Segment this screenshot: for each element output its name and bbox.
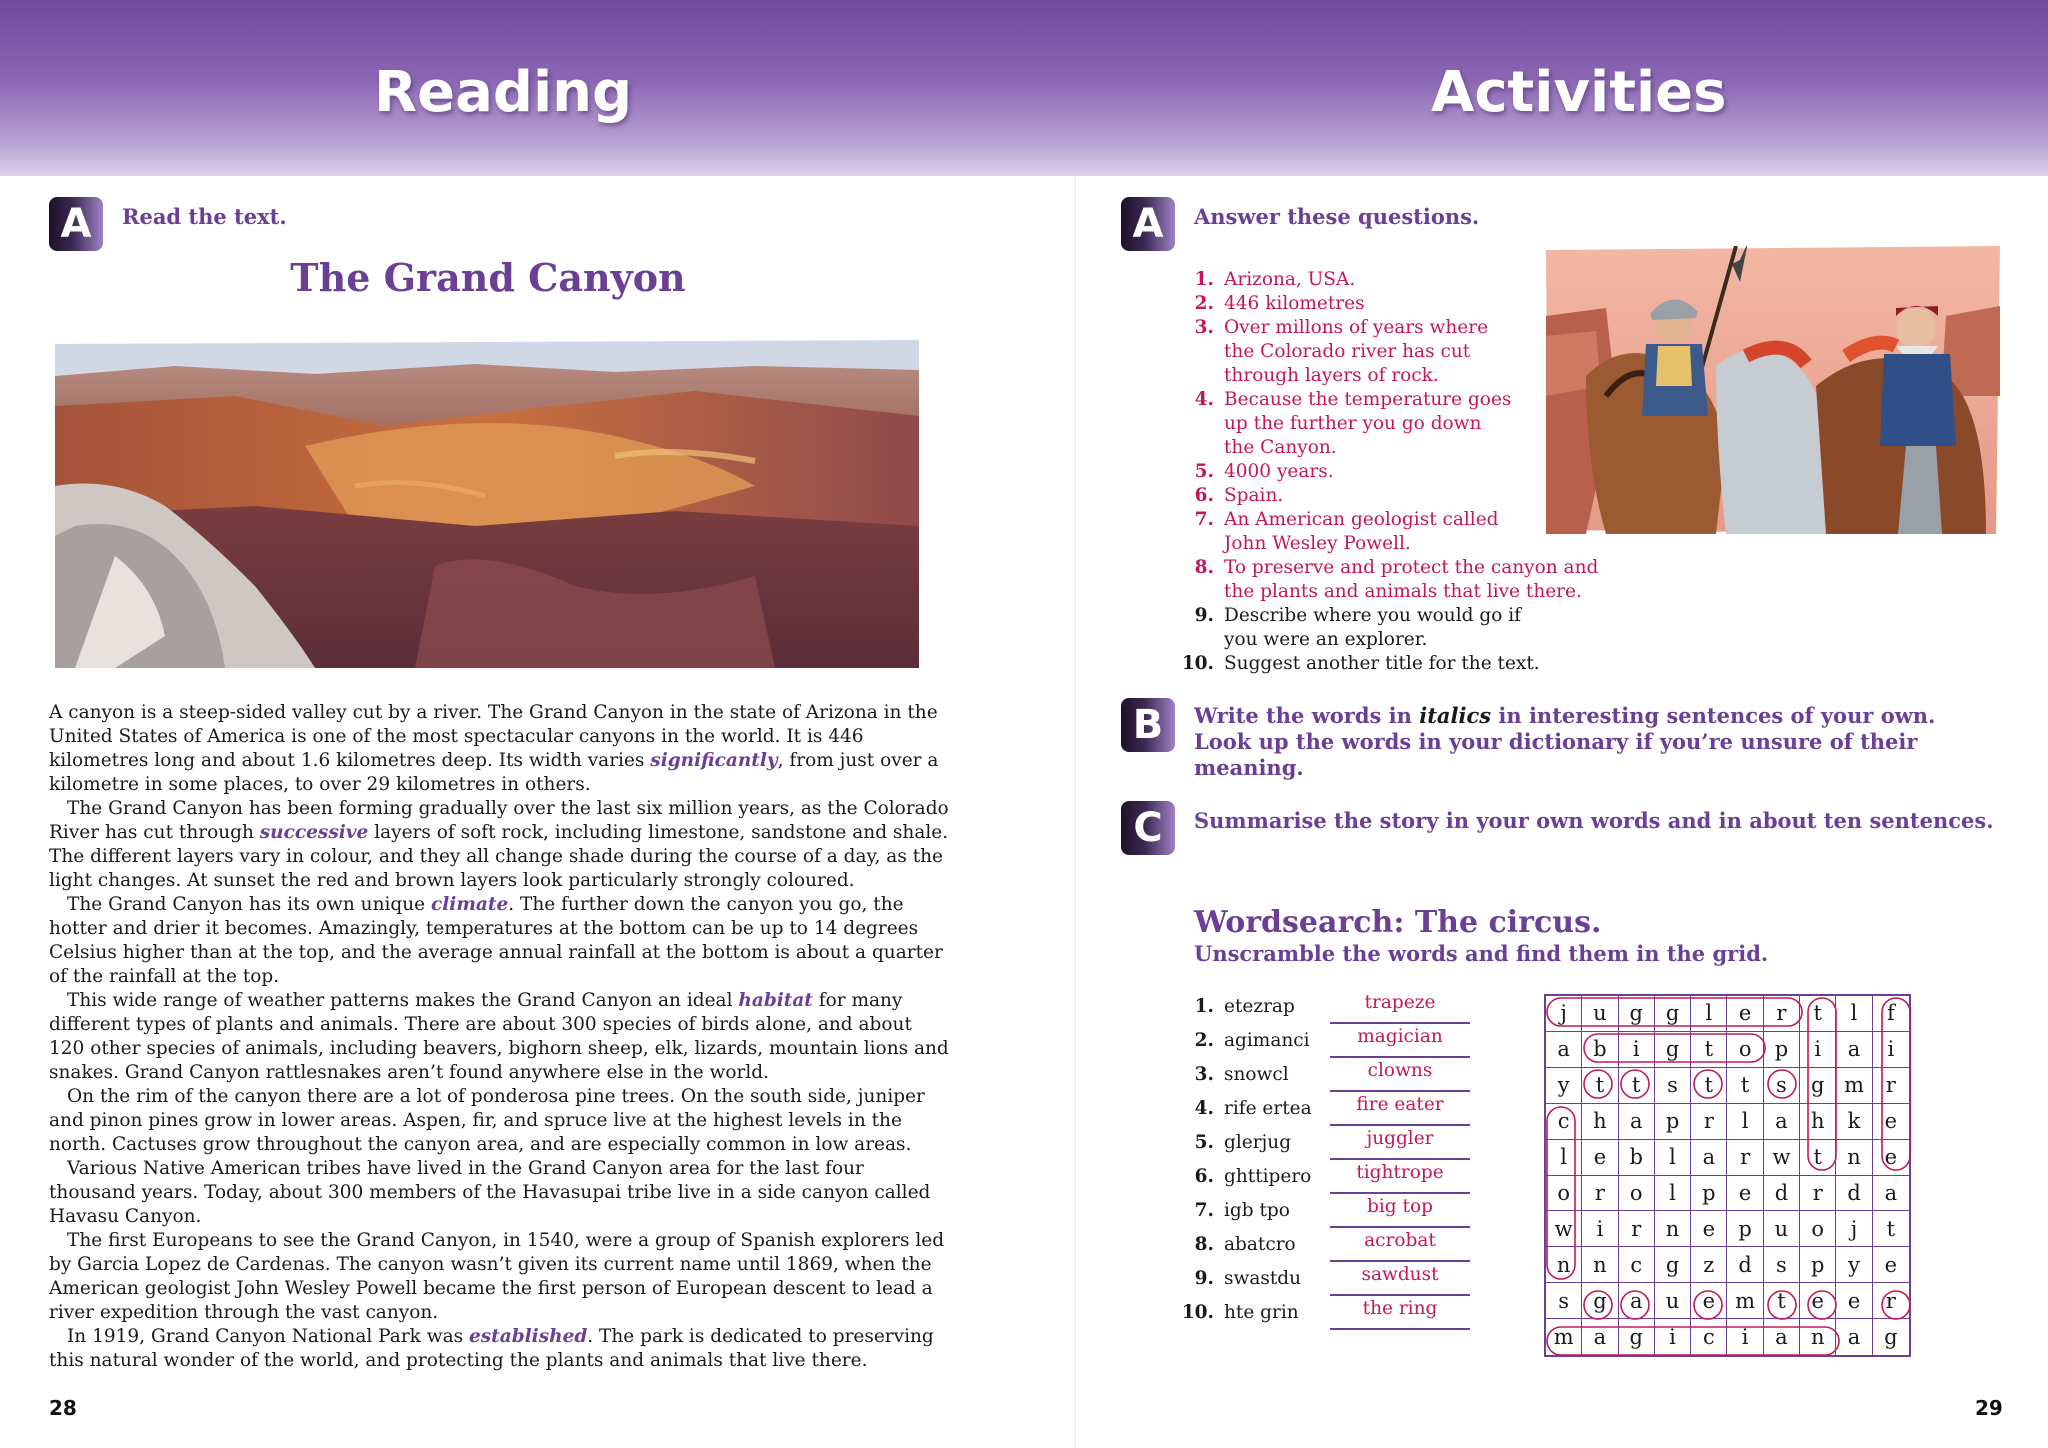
grid-letter[interactable]: e xyxy=(1800,1283,1836,1319)
grid-letter[interactable]: l xyxy=(1546,1140,1582,1176)
grid-letter[interactable]: b xyxy=(1582,1032,1618,1068)
activity-c-instruction: Summarise the story in your own words and in about ten sentences. xyxy=(1194,808,1994,833)
grid-letter[interactable]: n xyxy=(1836,1140,1872,1176)
answer-line[interactable]: acrobat xyxy=(1330,1228,1470,1262)
scrambled-word: 7. igb tpo xyxy=(1194,1200,1290,1221)
grid-letter[interactable]: w xyxy=(1546,1211,1582,1247)
grid-letter[interactable]: p xyxy=(1655,1104,1691,1140)
grid-letter[interactable]: c xyxy=(1691,1319,1727,1355)
grid-letter[interactable]: i xyxy=(1727,1319,1763,1355)
grid-letter[interactable]: t xyxy=(1727,1068,1763,1104)
grid-letter[interactable]: a xyxy=(1619,1104,1655,1140)
grand-canyon-photo xyxy=(55,336,919,668)
grid-letter[interactable]: i xyxy=(1619,1032,1655,1068)
wordsearch-answer-column xyxy=(1330,990,1470,1330)
question-item: 9. Describe where you would go if you were an explorer. xyxy=(1194,605,1521,650)
activity-b-badge: B xyxy=(1121,698,1175,752)
grid-letter[interactable]: m xyxy=(1546,1319,1582,1355)
grid-letter[interactable]: r xyxy=(1873,1283,1909,1319)
answer-line[interactable]: magician xyxy=(1330,1024,1470,1058)
scrambled-word: 6. ghttipero xyxy=(1194,1166,1312,1187)
answer-item: 8. To preserve and protect the canyon and the plants and animals that live there. xyxy=(1194,557,1599,602)
page-number-right: 29 xyxy=(1975,1396,2003,1420)
answer-item: 2. 446 kilometres xyxy=(1194,293,1365,314)
activity-a-badge: A xyxy=(1121,197,1175,251)
story-paragraph: This wide range of weather patterns makes the Grand Canyon an ideal habitat for many different types of plants and animals. There are about 300 species of birds alone, and about 120 other species of animals, including beavers, bighorn sheep, elk, lizards, mountain lions and snakes. Grand Canyon rattlesnakes aren’t found anywhere else in the world. xyxy=(49,990,949,1083)
grid-letter[interactable]: j xyxy=(1836,1211,1872,1247)
vocabulary-word: significantly xyxy=(650,750,778,771)
reading-instruction: Read the text. xyxy=(122,204,287,229)
grid-letter[interactable]: a xyxy=(1546,1032,1582,1068)
grid-letter[interactable]: s xyxy=(1764,1068,1800,1104)
grid-letter[interactable]: t xyxy=(1691,1032,1727,1068)
grid-letter[interactable]: p xyxy=(1800,1247,1836,1283)
scrambled-word: 10. hte grin xyxy=(1181,1302,1299,1323)
activity-c-badge: C xyxy=(1121,801,1175,855)
grid-letter[interactable]: d xyxy=(1836,1176,1872,1212)
vocabulary-word: established xyxy=(469,1326,588,1347)
grid-letter[interactable]: n xyxy=(1582,1247,1618,1283)
grid-letter[interactable]: g xyxy=(1619,996,1655,1032)
vocabulary-word: successive xyxy=(259,822,369,843)
answer-line[interactable]: clowns xyxy=(1330,1058,1470,1092)
grid-letter[interactable]: m xyxy=(1727,1283,1763,1319)
scrambled-word: 8. abatcro xyxy=(1194,1234,1296,1255)
grid-letter[interactable]: p xyxy=(1727,1211,1763,1247)
answer-line[interactable]: sawdust xyxy=(1330,1262,1470,1296)
grid-letter[interactable]: t xyxy=(1764,1283,1800,1319)
grid-letter[interactable]: r xyxy=(1764,996,1800,1032)
grid-letter[interactable]: t xyxy=(1800,996,1836,1032)
grid-letter[interactable]: g xyxy=(1655,1032,1691,1068)
grid-letter[interactable]: t xyxy=(1691,1068,1727,1104)
grid-letter[interactable]: g xyxy=(1582,1283,1618,1319)
grid-letter[interactable]: e xyxy=(1727,996,1763,1032)
page-gutter xyxy=(1074,176,1076,1448)
grid-letter[interactable]: p xyxy=(1764,1032,1800,1068)
answer-line[interactable]: juggler xyxy=(1330,1126,1470,1160)
grid-letter[interactable]: w xyxy=(1764,1140,1800,1176)
answer-item: 7. An American geologist called John Wesley Powell. xyxy=(1194,509,1499,554)
grid-letter[interactable]: z xyxy=(1691,1247,1727,1283)
vocabulary-word: habitat xyxy=(738,990,813,1011)
scrambled-word: 2. agimanci xyxy=(1194,1030,1310,1051)
answer-line[interactable]: trapeze xyxy=(1330,990,1470,1024)
grid-letter[interactable]: r xyxy=(1727,1140,1763,1176)
grid-letter[interactable]: r xyxy=(1619,1211,1655,1247)
grid-letter[interactable]: o xyxy=(1546,1176,1582,1212)
grid-letter[interactable]: c xyxy=(1619,1247,1655,1283)
answer-item: 5. 4000 years. xyxy=(1194,461,1334,482)
grid-letter[interactable]: l xyxy=(1836,996,1872,1032)
grid-letter[interactable]: e xyxy=(1727,1176,1763,1212)
italics-word: italics xyxy=(1419,703,1492,728)
grid-letter[interactable]: e xyxy=(1873,1140,1909,1176)
vocabulary-word: climate xyxy=(431,894,509,915)
wordsearch-subtitle: Unscramble the words and find them in the grid. xyxy=(1194,941,1769,966)
answer-line[interactable]: tightrope xyxy=(1330,1160,1470,1194)
story-text xyxy=(49,701,949,1373)
grid-letter[interactable]: n xyxy=(1546,1247,1582,1283)
grid-letter[interactable]: g xyxy=(1884,1325,1898,1350)
grid-letter[interactable]: t xyxy=(1619,1068,1655,1104)
answer-line[interactable]: the ring xyxy=(1330,1296,1470,1330)
grid-letter[interactable]: p xyxy=(1691,1176,1727,1212)
grid-letter[interactable]: d xyxy=(1727,1247,1763,1283)
grid-letter[interactable]: c xyxy=(1546,1104,1582,1140)
story-paragraph: A canyon is a steep-sided valley cut by a river. The Grand Canyon in the state of Arizona in the United States of America is one of the most spectacular canyons in the world. It is 446 kilometres long and about 1.6 kilometres deep. Its width varies significantly, from just over a kilometre in some places, to over 29 kilometres in others. xyxy=(49,702,939,795)
explorers-illustration xyxy=(1546,246,2000,534)
grid-letter[interactable]: i xyxy=(1655,1319,1691,1355)
story-paragraph: The Grand Canyon has been forming gradually over the last six million years, as the Colorado River has cut through successive layers of soft rock, including limestone, sandstone and shale. The different layers vary in colour, and they all change shade during the course of a day, as the light changes. At sunset the red and brown layers look particularly strongly coloured. xyxy=(49,798,949,891)
grid-letter[interactable]: e xyxy=(1836,1283,1872,1319)
scrambled-word: 4. rife ertea xyxy=(1194,1098,1312,1119)
grid-letter[interactable]: b xyxy=(1619,1140,1655,1176)
question-item: 10. Suggest another title for the text. xyxy=(1181,653,1540,674)
grid-letter[interactable]: a xyxy=(1836,1032,1872,1068)
grid-letter[interactable]: a xyxy=(1582,1319,1618,1355)
grid-letter[interactable]: y xyxy=(1546,1068,1582,1104)
grid-letter[interactable]: g xyxy=(1800,1068,1836,1104)
grid-letter[interactable]: n xyxy=(1655,1211,1691,1247)
story-paragraph: The Grand Canyon has its own unique climate. The further down the canyon you go, the hotter and drier it becomes. Amazingly, temperatures at the bottom can be up to 14 degrees Celsius higher than at the top, and the average annual rainfall at the bottom is about a quarter of the rainfall at the top. xyxy=(49,894,943,987)
grid-letter[interactable]: h xyxy=(1582,1104,1618,1140)
story-paragraph: Various Native American tribes have lived in the Grand Canyon area for the last four thousand years. Today, about 300 members of the Havasupai tribe live in a side canyon called Havasu Canyon. xyxy=(49,1158,931,1227)
scrambled-word: 9. swastdu xyxy=(1194,1268,1302,1289)
grid-letter[interactable]: r xyxy=(1582,1176,1618,1212)
grid-letter[interactable]: s xyxy=(1655,1068,1691,1104)
grid-letter[interactable]: m xyxy=(1836,1068,1872,1104)
activity-a-instruction: Answer these questions. xyxy=(1194,204,1480,229)
scrambled-word: 3. snowcl xyxy=(1194,1064,1289,1085)
answer-line[interactable]: fire eater xyxy=(1330,1092,1470,1126)
page-number-left: 28 xyxy=(49,1396,77,1420)
grid-letter[interactable]: i xyxy=(1873,1032,1909,1068)
answer-line[interactable]: big top xyxy=(1330,1194,1470,1228)
grid-letter[interactable]: r xyxy=(1873,1068,1909,1104)
grid-letter[interactable]: r xyxy=(1800,1176,1836,1212)
grid-letter[interactable]: g xyxy=(1619,1319,1655,1355)
grid-letter[interactable]: t xyxy=(1800,1140,1836,1176)
grid-letter[interactable]: g xyxy=(1655,996,1691,1032)
scrambled-word: 1. etezrap xyxy=(1194,996,1295,1017)
grid-letter[interactable]: f xyxy=(1873,996,1909,1032)
grid-letter[interactable]: j xyxy=(1546,996,1582,1032)
grid-letter[interactable]: o xyxy=(1619,1176,1655,1212)
wordsearch-title: Wordsearch: The circus. xyxy=(1194,905,1602,940)
grid-letter[interactable]: d xyxy=(1764,1176,1800,1212)
grid-letter[interactable]: l xyxy=(1655,1140,1691,1176)
story-paragraph: On the rim of the canyon there are a lot of ponderosa pine trees. On the south side, juniper and pinon pines grow in lower areas. Aspen, fir, and spruce live at the highest levels in the north. Cactuses grow throughout the canyon area, and are especially common in low areas. xyxy=(49,1086,925,1155)
grid-letter[interactable]: u xyxy=(1655,1283,1691,1319)
grid-letter[interactable]: s xyxy=(1546,1283,1582,1319)
grid-letter[interactable]: r xyxy=(1691,1104,1727,1140)
grid-letter[interactable]: u xyxy=(1582,996,1618,1032)
grid-letter[interactable]: y xyxy=(1836,1247,1872,1283)
grid-letter[interactable]: a xyxy=(1764,1319,1800,1355)
scrambled-word: 5. glerjug xyxy=(1194,1132,1292,1153)
grid-letter[interactable]: a xyxy=(1691,1140,1727,1176)
story-paragraph: In 1919, Grand Canyon National Park was established. The park is dedicated to preserving this natural wonder of the world, and protecting the plants and animals that live there. xyxy=(49,1326,934,1371)
grid-letter[interactable]: i xyxy=(1800,1032,1836,1068)
grid-letter[interactable]: e xyxy=(1873,1104,1909,1140)
grid-letter[interactable]: a xyxy=(1873,1176,1909,1212)
grid-letter[interactable]: e xyxy=(1873,1247,1909,1283)
grid-letter[interactable]: g xyxy=(1655,1247,1691,1283)
grid-letter[interactable]: a xyxy=(1764,1104,1800,1140)
left-page-title: Reading xyxy=(374,60,633,125)
answer-item: 3. Over millons of years where the Colorado river has cut through layers of rock. xyxy=(1194,317,1489,386)
grid-letter[interactable]: s xyxy=(1764,1247,1800,1283)
grid-letter[interactable]: o xyxy=(1800,1211,1836,1247)
grid-letter[interactable]: t xyxy=(1582,1068,1618,1104)
story-paragraph: The first Europeans to see the Grand Canyon, in 1540, were a group of Spanish explorers led by Garcia Lopez de Cardenas. The canyon wasn’t given its current name until 1869, when the American geologist John Wesley Powell became the first person of European descent to lead a river expedition through the vast canyon. xyxy=(49,1230,945,1323)
grid-letter[interactable]: i xyxy=(1582,1211,1618,1247)
reading-section-badge: A xyxy=(49,197,103,251)
wordsearch-grid xyxy=(1544,994,1911,1357)
grid-letter[interactable]: e xyxy=(1582,1140,1618,1176)
grid-letter[interactable]: l xyxy=(1727,1104,1763,1140)
page-header xyxy=(0,0,2048,176)
grid-letter[interactable]: l xyxy=(1691,996,1727,1032)
activity-b-instruction: Write the words in italics in interesting sentences of your own. Look up the words in your dictionary if you’re unsure of their meaning. xyxy=(1194,703,1936,780)
grid-letter[interactable]: h xyxy=(1800,1104,1836,1140)
answer-item: 1. Arizona, USA. xyxy=(1194,269,1356,290)
grid-letter[interactable]: a xyxy=(1836,1319,1872,1355)
grid-letter[interactable]: e xyxy=(1691,1283,1727,1319)
grid-letter[interactable]: n xyxy=(1800,1319,1836,1355)
grid-letter[interactable]: o xyxy=(1727,1032,1763,1068)
grid-letter[interactable]: t xyxy=(1873,1211,1909,1247)
answer-item: 6. Spain. xyxy=(1194,485,1284,506)
grid-letter[interactable]: e xyxy=(1691,1211,1727,1247)
answer-item: 4. Because the temperature goes up the further you go down the Canyon. xyxy=(1194,389,1512,458)
grid-letter[interactable]: k xyxy=(1836,1104,1872,1140)
grid-letter[interactable]: a xyxy=(1619,1283,1655,1319)
grid-letter[interactable]: u xyxy=(1764,1211,1800,1247)
grid-letter[interactable]: l xyxy=(1655,1176,1691,1212)
right-page-title: Activities xyxy=(1431,60,1727,125)
story-title: The Grand Canyon xyxy=(290,255,686,300)
